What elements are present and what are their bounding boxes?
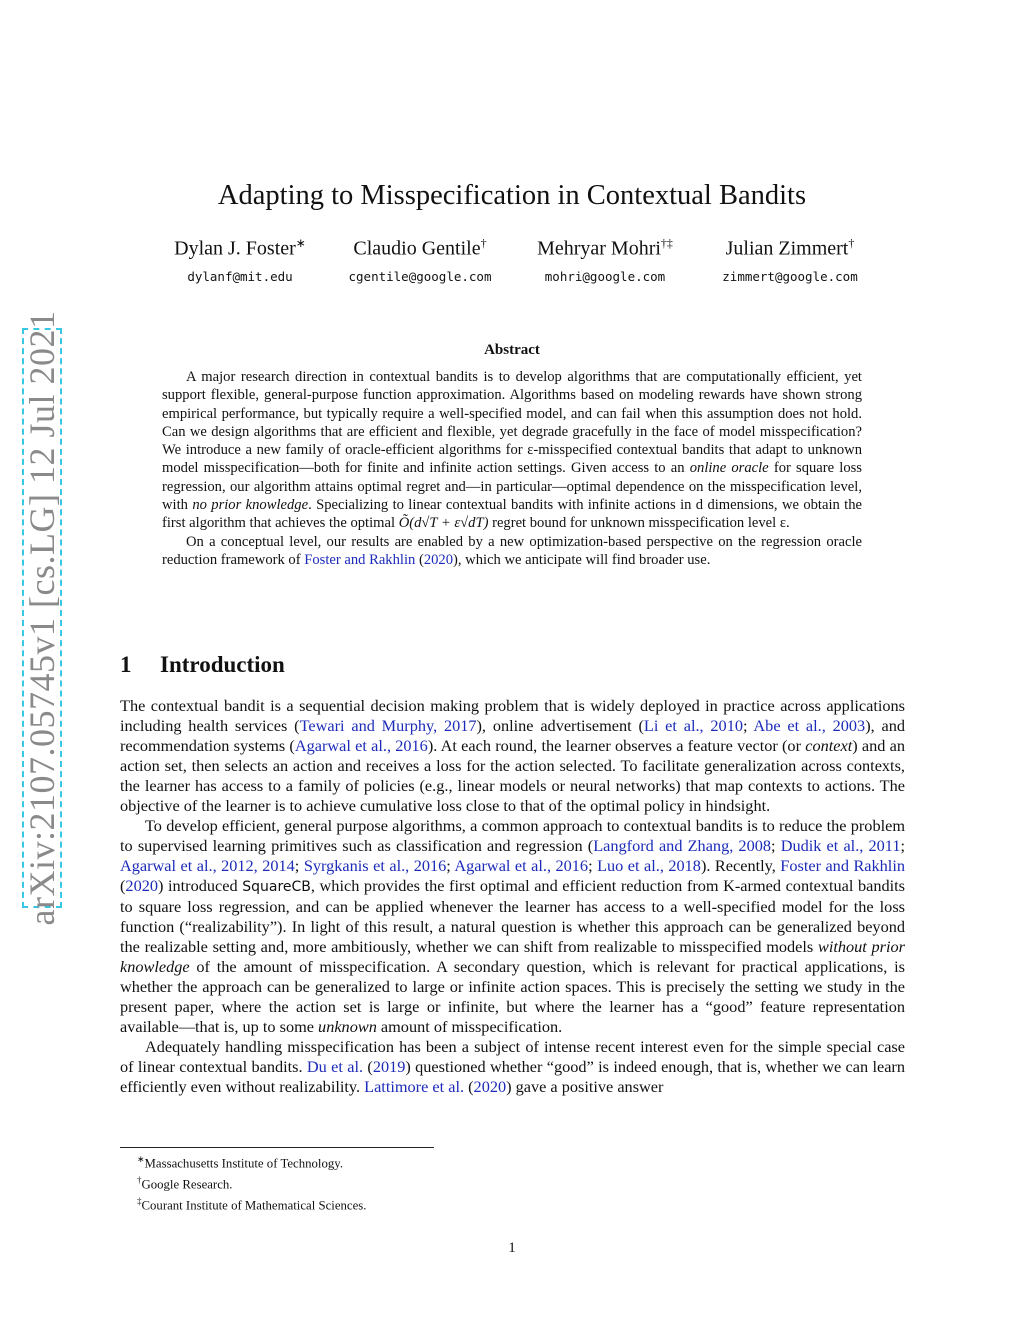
author-4 xyxy=(680,236,900,284)
citation-link[interactable]: Du et al. xyxy=(306,1057,364,1076)
author-name: Julian Zimmert xyxy=(725,237,849,260)
citation-link[interactable]: Lattimore et al. xyxy=(364,1077,465,1096)
author-name: Claudio Gentile xyxy=(353,237,481,260)
arxiv-identifier[interactable]: arXiv:2107.05745v1 [cs.LG] 12 Jul 2021 xyxy=(22,310,62,926)
footnotes xyxy=(137,1151,366,1213)
author-affiliation-mark: † xyxy=(848,236,855,250)
body-paragraph: The contextual bandit is a sequential decision making problem that is widely deployed in practice across applications including health services (Tewari and Murphy, 2017), online advertisement (Li et al., 2010; Abe et al., 2003), and recommendation systems (Agarwal et al., 2016). At each round, the learner observes a feature vector (or context) and an action set, then selects an action and receives a loss for the action selected. To facilitate generalization across contexts, the learner has access to a family of policies (e.g., linear models or neural networks) that map contexts to actions. The objective of the learner is to achieve cumulative loss close to that of the optimal policy in hindsight. xyxy=(120,696,906,815)
citation-link[interactable]: Agarwal et al., 2016 xyxy=(294,736,428,755)
footnote xyxy=(137,1151,366,1172)
citation-link[interactable]: Foster and Rakhlin xyxy=(304,551,416,568)
algorithm-name: SquareCB xyxy=(242,879,311,895)
emphasis: no prior knowledge xyxy=(192,497,309,514)
page-number: 1 xyxy=(508,1240,516,1256)
footnote xyxy=(137,1193,366,1214)
section-number: 1 xyxy=(120,652,132,677)
footnote-divider xyxy=(120,1147,434,1148)
section-heading xyxy=(120,652,285,678)
citation-link[interactable]: 2020 xyxy=(423,551,454,568)
emphasis: context xyxy=(805,736,853,755)
emphasis: online oracle xyxy=(689,460,769,477)
author-email[interactable]: dylanf@mit.edu xyxy=(187,268,293,284)
citation-link[interactable]: 2020 xyxy=(473,1077,507,1096)
footnote xyxy=(137,1172,366,1193)
citation-link[interactable]: Foster and Rakhlin xyxy=(780,856,905,875)
citation-link[interactable]: Agarwal et al., 2016 xyxy=(454,856,589,875)
footnote-mark: † xyxy=(137,1174,142,1185)
author-name: Dylan J. Foster xyxy=(174,237,296,260)
abstract-heading: Abstract xyxy=(484,342,540,358)
author-email[interactable]: cgentile@google.com xyxy=(348,268,492,284)
citation-link[interactable]: Syrgkanis et al., 2016 xyxy=(303,856,447,875)
citation-link[interactable]: Li et al., 2010 xyxy=(643,716,743,735)
section-title: Introduction xyxy=(160,652,285,677)
regret-bound-math: Õ(d√T + ε√dT) xyxy=(398,515,489,532)
footnote-mark: ∗ xyxy=(137,1154,145,1164)
emphasis: without prior knowledge xyxy=(120,937,905,976)
citation-link[interactable]: Abe et al., 2003 xyxy=(753,716,866,735)
paper-title: Adapting to Misspecification in Contextual Bandits xyxy=(217,180,807,211)
author-affiliation-mark: † xyxy=(480,236,487,250)
citation-link[interactable]: Dudik et al., 2011 xyxy=(780,836,901,855)
citation-link[interactable]: 2019 xyxy=(372,1057,406,1076)
author-affiliation-mark: ∗ xyxy=(295,236,306,250)
citation-link[interactable]: Tewari and Murphy, 2017 xyxy=(299,716,477,735)
introduction-body xyxy=(120,696,905,1097)
emphasis: unknown xyxy=(318,1017,377,1036)
author-affiliation-mark: †‡ xyxy=(660,236,673,250)
abstract-paragraph: On a conceptual level, our results are enabled by a new optimization-based perspective on the regression oracle reduction framework of Foster and Rakhlin (2020), which we anticipate will find broader use. xyxy=(162,533,862,568)
footnote-text: Massachusetts Institute of Technology. xyxy=(144,1156,344,1171)
author-email[interactable]: zimmert@google.com xyxy=(722,268,858,284)
body-paragraph: To develop efficient, general purpose algorithms, a common approach to contextual bandits is to reduce the problem to supervised learning primitives such as classification and regression (Langford and Zhang, 2008; Dudik et al., 2011; Agarwal et al., 2012, 2014; Syrgkanis et al., 2016; Agarwal et al., 2016; Luo et al., 2018). Recently, Foster and Rakhlin (2020) introduced SquareCB, which provides the first optimal and efficient reduction from K-armed contextual bandits to square loss regression, and can be applied whenever the learner has access to a well-specified model for the loss function (“realizability”). In light of this result, a natural question is whether this approach can be generalized beyond the realizable setting and, more ambitiously, whether we can shift from realizable to misspecified models without prior knowledge of the amount of misspecification. A secondary question, which is relevant for practical applications, is whether the approach can be generalized to large or infinite action spaces. This is precisely the setting we study in the present paper, where the action set is large or infinite, but where the learner has a “good” feature representation available—that is, up to some unknown amount of misspecification. xyxy=(120,816,906,1036)
citation-link[interactable]: Luo et al., 2018 xyxy=(597,856,701,875)
abstract-body xyxy=(162,368,862,569)
author-email[interactable]: mohri@google.com xyxy=(544,268,666,284)
footnote-text: Courant Institute of Mathematical Sciences. xyxy=(141,1197,367,1212)
footnote-text: Google Research. xyxy=(141,1177,233,1192)
citation-link[interactable]: 2020 xyxy=(125,876,158,895)
body-paragraph: Adequately handling misspecification has been a subject of intense recent interest even for the simple special case of linear contextual bandits. Du et al. (2019) questioned whether “good” is indeed enough, that is, whether we can learn efficiently even without realizability. Lattimore et al. (2020) gave a positive answer xyxy=(120,1037,905,1096)
citation-link[interactable]: Langford and Zhang, 2008 xyxy=(593,836,771,855)
author-name: Mehryar Mohri xyxy=(537,237,661,260)
abstract-paragraph: A major research direction in contextual bandits is to develop algorithms that are computationally efficient, yet support flexible, general-purpose function approximation. Algorithms based on modeling rewards have shown strong empirical performance, but typically require a well-specified model, and can fail when this assumption does not hold. Can we design algorithms that are efficient and flexible, yet degrade gracefully in the face of model misspecification? We introduce a new family of oracle-efficient algorithms for ε-misspecified contextual bandits that adapt to unknown model misspecification—both for finite and infinite action settings. Given access to an online oracle for square loss regression, our algorithm attains optimal regret and—in particular—optimal dependence on the misspecification level, with no prior knowledge. Specializing to linear contextual bandits with infinite actions in d dimensions, we obtain the first algorithm that achieves the optimal Õ(d√T + ε√dT) regret bound for unknown misspecification level ε. xyxy=(162,369,862,532)
citation-link[interactable]: Agarwal et al., 2012, 2014 xyxy=(120,856,295,875)
footnote-mark: ‡ xyxy=(137,1195,142,1206)
